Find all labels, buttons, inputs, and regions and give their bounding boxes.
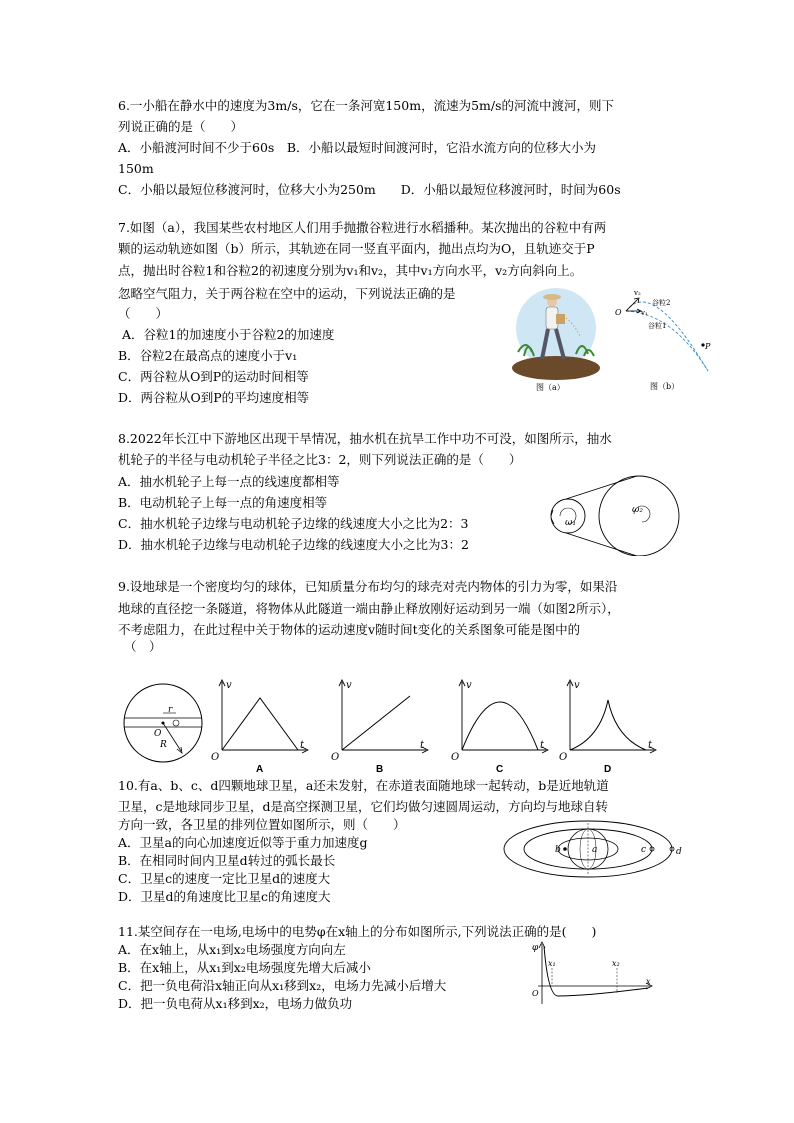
q7-figure-a <box>510 282 602 394</box>
q7-line-1: 7.如图（a），我国某些农村地区人们用手抛撒谷粒进行水稻播种。某次抛出的谷粒中有两 <box>118 220 607 235</box>
q10-option-a: A．卫星a的向心加速度近似等于重力加速度g <box>118 835 368 850</box>
q7-fig-b-grain2: 谷粒2 <box>652 299 671 307</box>
graph-c-origin: O <box>451 752 460 763</box>
q6-line-3: A．小船渡河时间不少于60s B．小船以最短时间渡河时，它沿水流方向的位移大小为 <box>118 140 597 155</box>
q10-line-2: 卫星，c是地球同步卫星，d是高空探测卫星，它们均做匀速圆周运动，方向均与地球自转 <box>118 799 609 814</box>
potential-curve <box>544 946 648 996</box>
q11-x-axis: x <box>646 977 651 986</box>
graph-c-curve <box>462 702 538 750</box>
q11-origin: O <box>532 989 539 998</box>
graph-c-t-label: t <box>540 740 545 751</box>
q9-earth-r: r <box>168 705 173 715</box>
q7-fig-b-grain1: 谷粒1 <box>648 322 667 330</box>
q9-line-2: 地球的直径挖一条隧道，将物体从此隧道一端由静止释放刚好运动到另一端（如图2所示）， <box>118 601 620 616</box>
q7-fig-b-v2: v₂ <box>634 289 641 297</box>
q7-option-a: A．谷粒1的加速度小于谷粒2的加速度 <box>122 327 335 342</box>
q7-line-5: （ ） <box>118 306 169 321</box>
q8-omega1: ω₁ <box>565 518 576 528</box>
q7-option-b: B．谷粒2在最高点的速度小于v₁ <box>118 348 298 363</box>
q8-omega2: ω₂ <box>632 505 643 515</box>
q8-figure <box>544 474 686 556</box>
q8-option-c: C．抽水机轮子边缘与电动机轮子边缘的线速度大小之比为2：3 <box>118 516 469 531</box>
q11-option-d: D．把一负电荷从x₁移到x₂，电场力做负功 <box>118 996 353 1011</box>
pump-wheel <box>599 476 679 556</box>
graph-a-t-label: t <box>300 740 305 751</box>
q10-label-a: a <box>592 845 598 855</box>
q6-line-2: 列说正确的是（ ） <box>118 119 244 134</box>
q8-option-d: D．抽水机轮子边缘与电动机轮子边缘的线速度大小之比为3：2 <box>118 537 469 552</box>
graph-a-letter: A <box>256 764 264 775</box>
q7-fig-b-o: O <box>615 308 622 317</box>
belt <box>566 476 637 556</box>
graph-d-curve <box>570 700 646 750</box>
graph-d-letter: D <box>604 764 612 775</box>
q9-line-3: 不考虑阻力，在此过程中关于物体的运动速度v随时间t变化的关系图象可能是图中的 <box>118 622 581 637</box>
graph-d-origin: O <box>559 752 568 763</box>
graph-a-v-label: v <box>226 680 232 691</box>
q10-option-b: B．在相同时间内卫星d转过的弧长最长 <box>118 853 336 868</box>
graph-c-v-label: v <box>466 680 472 691</box>
q10-option-c: C．卫星c的速度一定比卫星d的速度大 <box>118 871 331 886</box>
q8-option-b: B．电动机轮子上每一点的角速度相等 <box>118 495 328 510</box>
graph-b-t-label: t <box>420 740 425 751</box>
q9-graph-a <box>208 676 312 776</box>
q10-label-b: b <box>555 845 561 855</box>
q6-line-5: C．小船以最短位移渡河时，位移大小为250m D．小船以最短位移渡河时，时间为60s <box>118 182 621 197</box>
q11-line-1: 11.某空间存在一电场,电场中的电势φ在x轴上的分布如图所示,下列说法正确的是( ) <box>118 924 597 939</box>
q11-x1: x₁ <box>548 959 556 968</box>
q7-figure-b <box>612 283 717 393</box>
q7-fig-b-caption: 图（b） <box>650 382 680 391</box>
q11-figure <box>528 938 656 1008</box>
graph-a-origin: O <box>211 752 220 763</box>
graph-b-v-label: v <box>346 680 352 691</box>
graph-c-letter: C <box>496 764 504 775</box>
q8-option-a: A．抽水机轮子上每一点的线速度都相等 <box>118 474 340 489</box>
q11-x2: x₂ <box>612 959 620 968</box>
graph-a-curve <box>222 698 298 750</box>
q10-label-c: c <box>641 845 647 855</box>
q9-earth-figure <box>116 683 212 763</box>
graph-b-curve <box>342 696 410 750</box>
v2-arrow <box>626 299 638 311</box>
q7-option-d: D．两谷粒从O到P的平均速度相等 <box>118 390 310 405</box>
q7-line-3: 点，抛出时谷粒1和谷粒2的初速度分别为v₁和v₂，其中v₁方向水平，v₂方向斜向上。 <box>118 263 583 278</box>
graph-d-v-label: v <box>574 680 580 691</box>
q9-earth-R: R <box>160 740 167 750</box>
q10-line-1: 10.有a、b、c、d四颗地球卫星，a还未发射，在赤道表面随地球一起转动，b是近地轨道 <box>118 778 609 793</box>
q10-label-d: d <box>676 847 682 857</box>
q9-earth-o: O <box>154 729 162 739</box>
q10-line-3: 方向一致，各卫星的排列位置如图所示，则（ ） <box>118 817 406 832</box>
q8-line-1: 8.2022年长江中下游地区出现干旱情况，抽水机在抗旱工作中功不可没，如图所示，抽水 <box>118 431 612 446</box>
q11-option-a: A．在x轴上，从x₁到x₂电场强度方向向左 <box>118 942 346 957</box>
q7-fig-b-v1: v₁ <box>641 309 648 317</box>
q11-phi: φ <box>532 943 539 953</box>
q6-line-4: 150m <box>118 161 154 176</box>
q9-graph-c <box>448 676 552 776</box>
q6-line-1: 6.一小船在静水中的速度为3m/s，它在一条河宽150m，流速为5m/s的河流中渡河，则下 <box>118 98 615 113</box>
q7-fig-b-p: P <box>705 342 711 351</box>
q7-line-2: 颗的运动轨迹如图（b）所示，其轨迹在同一竖直平面内，抛出点均为O，且轨迹交于P <box>118 241 595 256</box>
q11-option-b: B．在x轴上，从x₁到x₂电场强度先增大后减小 <box>118 960 371 975</box>
q10-figure <box>500 818 686 880</box>
q7-line-4: 忽略空气阻力，关于两谷粒在空中的运动，下列说法正确的是 <box>118 286 456 301</box>
q7-fig-a-caption: 图（a） <box>536 383 565 392</box>
q9-line-1: 9.设地球是一个密度均匀的球体，已知质量分布均匀的球壳对壳内物体的引力为零，如果沿 <box>118 579 618 594</box>
q8-line-2: 机轮子的半径与电动机轮子半径之比3：2，则下列说法正确的是（ ） <box>118 452 522 467</box>
grain1-trajectory <box>626 311 708 371</box>
q9-graph-b <box>328 676 432 776</box>
graph-d-t-label: t <box>648 740 653 751</box>
graph-b-origin: O <box>331 752 340 763</box>
q10-option-d: D．卫星d的角速度比卫星c的角速度大 <box>118 889 331 904</box>
q7-option-c: C．两谷粒从O到P的运动时间相等 <box>118 369 309 384</box>
q11-option-c: C．把一负电荷沿x轴正向从x₁移到x₂，电场力先减小后增大 <box>118 978 447 993</box>
q9-graph-d <box>556 676 660 776</box>
graph-b-letter: B <box>376 764 384 775</box>
q9-line-4: （ ） <box>124 639 162 654</box>
